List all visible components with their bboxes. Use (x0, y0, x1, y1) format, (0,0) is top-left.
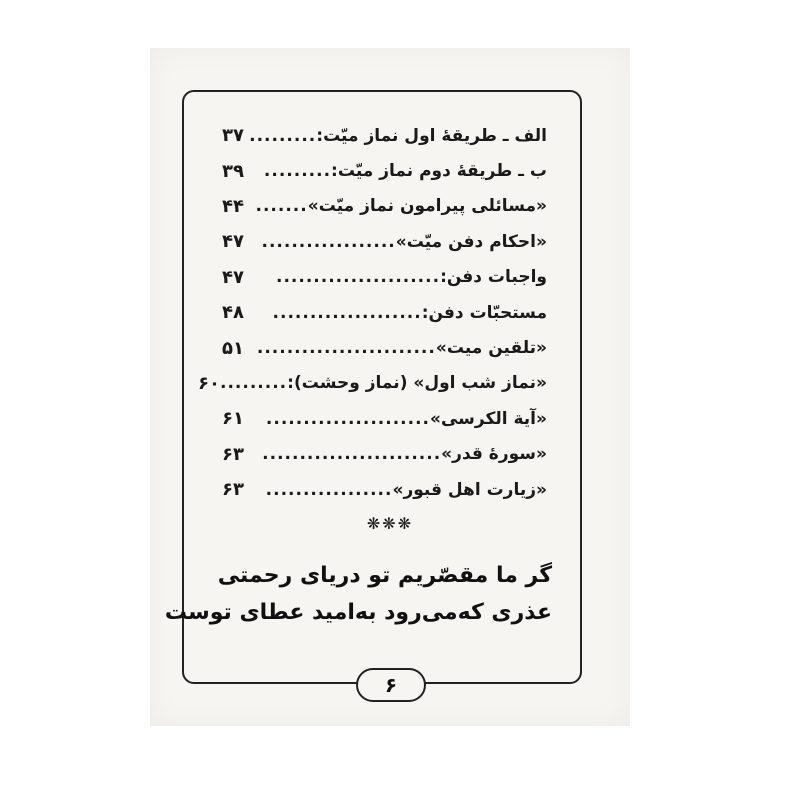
toc-entry-page: ۴۷ (222, 231, 244, 253)
toc-entry-page: ۶۰ (198, 372, 221, 394)
toc-entry (222, 330, 547, 365)
toc-entry-leader: ........................ (256, 338, 436, 359)
toc-entry-leader: ......... (220, 373, 288, 394)
toc-entry (222, 472, 547, 507)
toc-entry-page: ۳۹ (222, 160, 244, 182)
toc-entry-leader: ......... (249, 125, 317, 146)
toc-entry (198, 366, 547, 401)
toc-entry (222, 118, 547, 153)
toc-entry-leader: ......... (263, 161, 332, 182)
toc-entry-leader: ...................... (275, 267, 441, 288)
toc-entry-leader: ...................... (265, 408, 430, 429)
toc-entry-title: «مسائلی پیرامون نماز میّت» (307, 196, 547, 217)
toc-entry-title: «تلقین میت» (435, 338, 547, 359)
toc-entry (222, 224, 547, 259)
toc-entry-title: واجبات دفن: (440, 267, 547, 288)
toc-entry-title: «زیارت اهل قبور» (392, 479, 547, 500)
page-number-badge (356, 668, 426, 702)
toc-entry-title: «آیة الکرسی» (430, 408, 547, 429)
toc-entry-title: «سورۀ قدر» (441, 444, 547, 465)
toc-entry (222, 189, 547, 224)
toc-entry-page: ۶۳ (222, 479, 244, 501)
page-number: ۶ (384, 673, 398, 697)
toc-entry-page: ۶۳ (222, 443, 244, 465)
toc-entry-page: ۴۴ (222, 195, 244, 217)
toc-entry-page: ۴۷ (222, 266, 244, 288)
toc-entry-page: ۶۱ (222, 408, 244, 430)
toc-entry (222, 295, 547, 330)
toc-entry-leader: .................... (272, 302, 422, 323)
toc-entry-leader: ........................ (262, 444, 442, 465)
toc-entry-title: «احکام دفن میّت» (395, 231, 547, 252)
toc-entry-page: ۴۸ (222, 302, 244, 324)
toc-entry-title: «نماز شب اول» (نماز وحشت): (287, 373, 547, 394)
toc-entry (222, 401, 547, 436)
toc-entry (222, 260, 547, 295)
toc-entry-page: ۳۷ (222, 125, 244, 147)
toc-entry-title: الف ـ طریقۀ اول نماز میّت: (316, 125, 547, 146)
poem-line-1: گر ما مقصّریم تو دریای رحمتی (217, 563, 552, 588)
toc-entry-leader: ................. (265, 479, 393, 500)
toc-entry-leader: ....... (255, 196, 308, 217)
section-divider-stars: ❋❋❋ (366, 514, 414, 533)
toc-entry-page: ۵۱ (222, 337, 244, 359)
toc-entry-leader: .................. (261, 231, 396, 252)
poem-line-2: عذری که‌می‌رود به‌امید عطای توست (164, 600, 552, 625)
toc-entry-title: ب ـ طریقۀ دوم نماز میّت: (331, 161, 547, 182)
table-of-contents (198, 118, 547, 507)
toc-entry (222, 153, 547, 188)
toc-entry (222, 437, 547, 472)
toc-entry-title: مستحبّات دفن: (421, 302, 547, 323)
